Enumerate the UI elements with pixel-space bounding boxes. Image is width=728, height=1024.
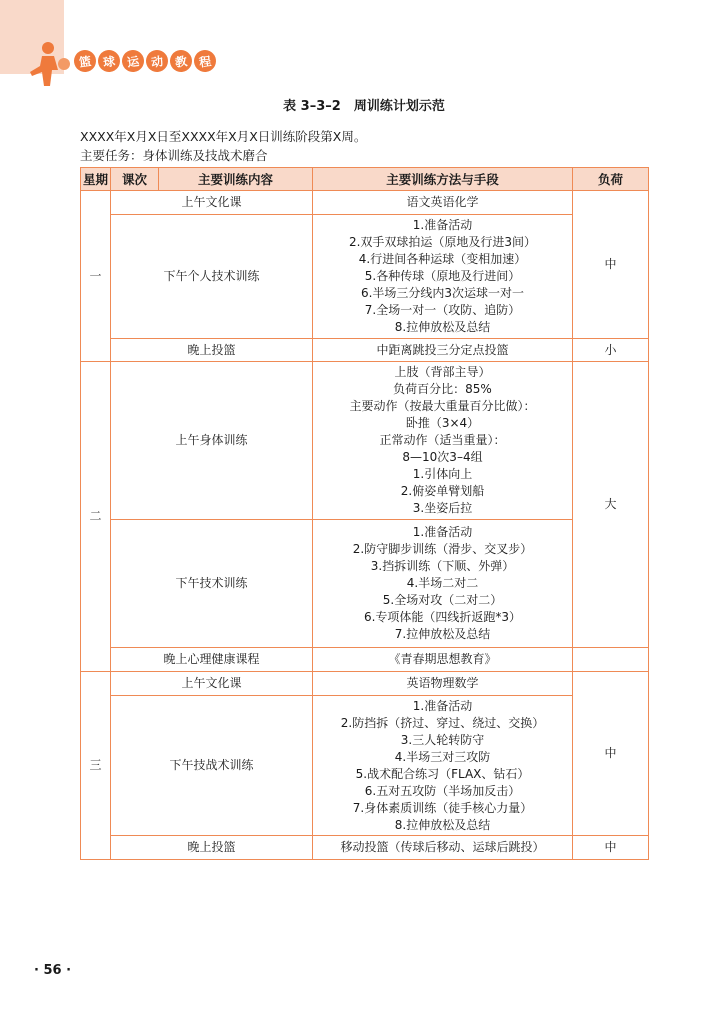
methods-cell: 语文英语化学 — [313, 191, 573, 215]
intro-task: 主要任务：身体训练及技战术磨合 — [80, 148, 268, 163]
load-cell: 中 — [573, 836, 649, 860]
content-cell: 晚上投篮 — [111, 339, 313, 362]
content-cell: 上午文化课 — [111, 191, 313, 215]
book-title-char: 教 — [169, 49, 194, 74]
book-title-char: 篮 — [73, 49, 98, 74]
methods-cell: 英语物理数学 — [313, 672, 573, 696]
book-title-char: 动 — [145, 49, 170, 74]
intro-period: XXXX年X月X日至XXXX年X月X日训练阶段第X周。 — [80, 129, 367, 144]
load-cell: 大 — [573, 362, 649, 648]
content-cell: 下午技术训练 — [111, 520, 313, 648]
table-row — [81, 339, 649, 362]
column-header: 负荷 — [573, 168, 649, 191]
table-row — [81, 696, 649, 836]
load-cell: 小 — [573, 339, 649, 362]
weekday-cell: 三 — [81, 672, 111, 860]
column-header: 星期 — [81, 168, 111, 191]
content-cell: 下午技战术训练 — [111, 696, 313, 836]
content-cell: 晚上投篮 — [111, 836, 313, 860]
table-row — [81, 648, 649, 672]
load-cell — [573, 648, 649, 672]
table-title: 表 3–3–2 周训练计划示范 — [283, 99, 445, 114]
table-header-row — [81, 168, 649, 191]
load-cell: 中 — [573, 191, 649, 339]
methods-cell: 1.准备活动 2.防挡拆（挤过、穿过、绕过、交换） 3.三人轮转防守 4.半场三对三攻防 5.战术配合练习（FLAX、钻石） 6.五对五攻防（半场加反击） 7.身体素质训练（徒手核心力量） 8.拉伸放松及总结 — [313, 696, 573, 836]
table-row — [81, 362, 649, 520]
methods-cell: 移动投篮（传球后移动、运球后跳投） — [313, 836, 573, 860]
methods-cell: 中距离跳投三分定点投篮 — [313, 339, 573, 362]
column-header: 课次 — [111, 168, 159, 191]
content-cell: 上午身体训练 — [111, 362, 313, 520]
methods-cell: 1.准备活动 2.双手双球拍运（原地及行进3间） 4.行进间各种运球（变相加速） 5.各种传球（原地及行进间） 6.半场三分线内3次运球一对一 7.全场一对一（攻防、追防） 8.拉伸放松及总结 — [313, 215, 573, 339]
methods-cell: 上肢（背部主导） 负荷百分比：85% 主要动作（按最大重量百分比做）： 卧推（3×4） 正常动作（适当重量）： 8—10次3–4组 1.引体向上 2.俯姿单臂划船 3.坐姿后拉 — [313, 362, 573, 520]
methods-cell: 1.准备活动 2.防守脚步训练（滑步、交叉步） 3.挡拆训练（下顺、外弹） 4.半场二对二 5.全场对攻（二对二） 6.专项体能（四线折返跑*3） 7.拉伸放松及总结 — [313, 520, 573, 648]
content-cell: 晚上心理健康课程 — [111, 648, 313, 672]
page-number: · 56 · — [34, 963, 72, 978]
book-title-char: 程 — [193, 49, 218, 74]
basketball-player-icon — [18, 40, 78, 92]
book-title-char: 球 — [97, 49, 122, 74]
table-row — [81, 836, 649, 860]
book-title-char: 运 — [121, 49, 146, 74]
content-cell: 下午个人技术训练 — [111, 215, 313, 339]
load-cell: 中 — [573, 672, 649, 836]
methods-cell: 《青春期思想教育》 — [313, 648, 573, 672]
column-header: 主要训练方法与手段 — [313, 168, 573, 191]
weekly-plan-table — [80, 167, 649, 860]
table-row — [81, 672, 649, 696]
table-row — [81, 520, 649, 648]
column-header: 主要训练内容 — [159, 168, 313, 191]
weekday-cell: 一 — [81, 191, 111, 362]
table-row — [81, 191, 649, 215]
weekday-cell: 二 — [81, 362, 111, 672]
book-title — [74, 50, 216, 74]
table-row — [81, 215, 649, 339]
content-cell: 上午文化课 — [111, 672, 313, 696]
